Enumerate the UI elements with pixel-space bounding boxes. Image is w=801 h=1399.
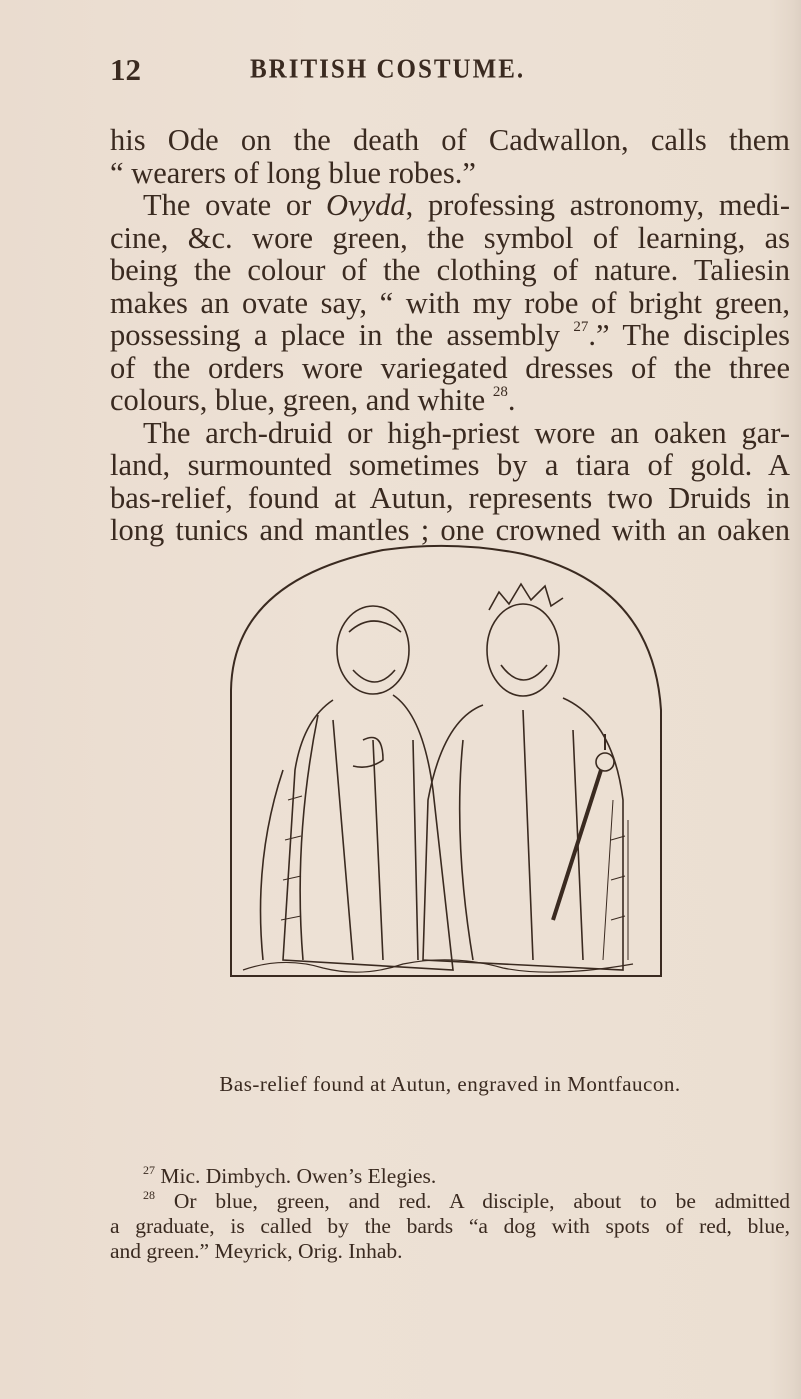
footnote-marker: 27 — [143, 1163, 155, 1177]
text-span: possessing a place in the assembly — [110, 318, 560, 352]
text-line — [110, 384, 790, 417]
footnote-28-continued: and green.” Meyrick, Orig. Inhab. — [110, 1239, 403, 1263]
footnote-marker: 28 — [143, 1188, 155, 1202]
druids-engraving-icon — [223, 540, 667, 980]
footnotes — [110, 1164, 790, 1264]
footnote-27 — [110, 1164, 790, 1189]
text-line: The arch-druid or high-priest wore an oaken gar- — [143, 415, 790, 450]
body-text — [110, 124, 790, 547]
engraving-figure — [223, 540, 667, 980]
figure-caption: Bas-relief found at Autun, engraved in Montfaucon. — [219, 1072, 681, 1096]
text-line: land, surmounted sometimes by a tiara of gold. A — [110, 448, 790, 482]
text-span: colours, blue, green, and white — [110, 383, 486, 417]
footnote-text: Mic. Dimbych. Owen’s Elegies. — [160, 1164, 437, 1188]
footnote-ref-28[interactable]: 28 — [492, 384, 508, 400]
footnote-text: Or blue, green, and red. A disciple, about to be admitted — [173, 1189, 791, 1213]
footnote-28-continued: a graduate, is called by the bards “a dog with spots of red, blue, — [110, 1214, 790, 1238]
text-line: “ wearers of long blue robes.” — [110, 155, 476, 190]
text-line — [110, 189, 790, 222]
text-line: his Ode on the death of Cadwallon, calls them — [110, 123, 790, 157]
page-header — [110, 52, 790, 92]
running-title: BRITISH COSTUME. — [250, 54, 526, 85]
text-line: long tunics and mantles ; one crowned with an oaken — [110, 513, 790, 547]
text-span: . — [507, 383, 516, 417]
text-line: makes an ovate say, “ with my robe of bright green, — [110, 285, 790, 320]
text-line: being the colour of the clothing of nature. Taliesin — [110, 253, 790, 287]
text-line: cine, &c. wore green, the symbol of learning, as — [110, 220, 790, 255]
text-span: The ovate or — [143, 188, 327, 222]
page-number: 12 — [110, 52, 141, 87]
text-line — [110, 319, 790, 352]
footnote-28 — [110, 1189, 790, 1214]
text-line: of the orders wore variegated dresses of the three — [110, 350, 790, 385]
text-span: .” The disciples — [588, 318, 790, 352]
text-line: bas-relief, found at Autun, represents two Druids in — [110, 480, 790, 515]
text-span: , professing astronomy, medi- — [405, 188, 790, 222]
footnote-ref-27[interactable]: 27 — [573, 319, 589, 335]
italic-term: Ovydd — [326, 188, 406, 222]
